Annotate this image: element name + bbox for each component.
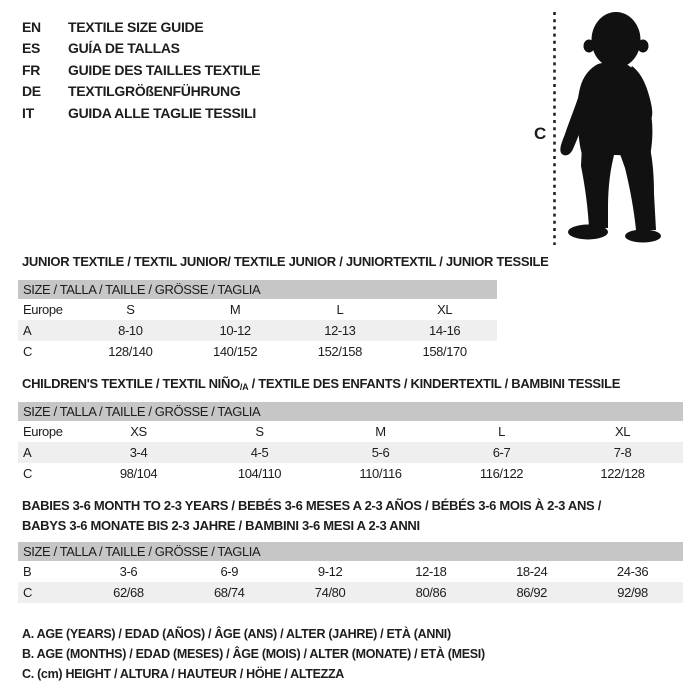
cell: 7-8 [613,445,632,460]
lang-code: ES [22,40,41,57]
cell: 86/92 [516,585,547,600]
lang-label: GUÍA DE TALLAS [68,40,180,57]
row-label: C [23,466,32,481]
title-text: / TEXTILE DES ENFANTS / KINDERTEXTIL / BAMBINI TESSILE [248,376,621,391]
cell: 152/158 [317,344,362,359]
cell: 92/98 [617,585,648,600]
cell: 122/128 [600,466,645,481]
size-band: SIZE / TALLA / TAILLE / GRÖSSE / TAGLIA [18,402,683,421]
footnote-a: A. AGE (YEARS) / EDAD (AÑOS) / ÂGE (ANS) / ALTER (JAHRE) / ETÀ (ANNI) [22,627,451,641]
lang-code: EN [22,19,41,35]
lang-label: GUIDE DES TAILLES TEXTILE [68,61,261,78]
row-label: Europe [23,424,63,439]
table-row [18,299,497,320]
lang-row-it [22,103,260,124]
cell: L [498,424,505,439]
lang-row-de [22,81,260,102]
cell: 6-9 [220,564,239,579]
toddler-silhouette-icon [560,12,661,243]
cell: 5-6 [371,445,390,460]
title-text: CHILDREN'S TEXTILE / TEXTIL NIÑO [22,376,240,391]
table-row [18,442,683,463]
cell: 8-10 [118,323,143,338]
row-label: C [23,585,32,600]
language-header [22,17,260,124]
cell: XL [437,302,453,317]
cell: 3-6 [119,564,138,579]
cell: 68/74 [213,585,245,600]
cell: 9-12 [317,564,343,579]
table-row [18,320,497,341]
title-line-2: BABYS 3-6 MONATE BIS 2-3 JAHRE / BAMBINI 3-6 MESI A 2-3 ANNI [22,518,420,533]
cell: 98/104 [119,466,158,481]
cell: 74/80 [314,585,346,600]
cell: S [255,424,264,439]
footnote-c: C. (cm) HEIGHT / ALTURA / HAUTEUR / HÖHE / ALTEZZA [22,667,345,681]
table-row [18,341,497,362]
lang-row-en [22,17,260,38]
cell: 12-13 [324,323,356,338]
cell: XL [614,424,631,439]
babies-table-title [22,496,601,536]
junior-table-title: JUNIOR TEXTILE / TEXTIL JUNIOR/ TEXTILE JUNIOR / JUNIORTEXTIL / JUNIOR TESSILE [22,254,549,269]
junior-size-table [18,280,497,362]
table-row [18,421,683,442]
lang-label: TEXTILGRÖßENFÜHRUNG [68,83,241,100]
babies-size-table [18,542,683,603]
cell: 18-24 [516,564,548,579]
size-band: SIZE / TALLA / TAILLE / GRÖSSE / TAGLIA [18,542,683,561]
footnote-b: B. AGE (MONTHS) / EDAD (MESES) / ÂGE (MOIS) / ALTER (MONATE) / ETÀ (MESI) [22,647,485,661]
row-label: A [23,323,32,338]
children-table-title [22,374,620,397]
cell: XS [130,424,147,439]
size-figure [552,4,700,247]
cell: L [336,302,344,317]
footnotes [22,624,485,684]
lang-row-es [22,38,260,59]
lang-label: GUIDA ALLE TAGLIE TESSILI [68,104,256,121]
table-row [18,582,683,603]
cell: 80/86 [415,585,447,600]
row-label: C [23,344,32,359]
title-subscript: /A [239,382,249,392]
cell: 110/116 [359,466,402,481]
cell: 104/110 [237,466,282,481]
cell: 140/152 [213,344,258,359]
title-line-1: BABIES 3-6 MONTH TO 2-3 YEARS / BEBÉS 3-6 MESES A 2-3 AÑOS / BÉBÉS 3-6 MOIS À 2-3 ANS / [22,498,602,513]
cell: 128/140 [108,344,153,359]
row-label: B [23,564,32,579]
cell: 12-18 [415,564,447,579]
cell: 116/122 [479,466,524,481]
row-label: A [23,445,32,460]
cell: 24-36 [616,564,649,579]
cell: M [229,302,241,317]
cell: 10-12 [219,323,251,338]
height-marker-label: C [534,124,547,143]
cell: 62/68 [113,585,144,600]
cell: M [375,424,386,439]
lang-code: IT [22,104,34,121]
size-band: SIZE / TALLA / TAILLE / GRÖSSE / TAGLIA [18,280,497,299]
cell: 3-4 [129,445,148,460]
cell: 4-5 [250,445,269,460]
table-row [18,463,683,484]
table-row [18,561,683,582]
row-label: Europe [23,302,63,317]
lang-row-fr [22,60,260,81]
lang-code: DE [22,83,41,100]
cell: 14-16 [429,323,461,338]
lang-label: TEXTILE SIZE GUIDE [68,19,204,35]
cell: 6-7 [492,445,511,460]
cell: 158/170 [422,344,467,359]
children-size-table [18,402,683,484]
lang-code: FR [22,61,41,78]
cell: S [126,302,135,317]
